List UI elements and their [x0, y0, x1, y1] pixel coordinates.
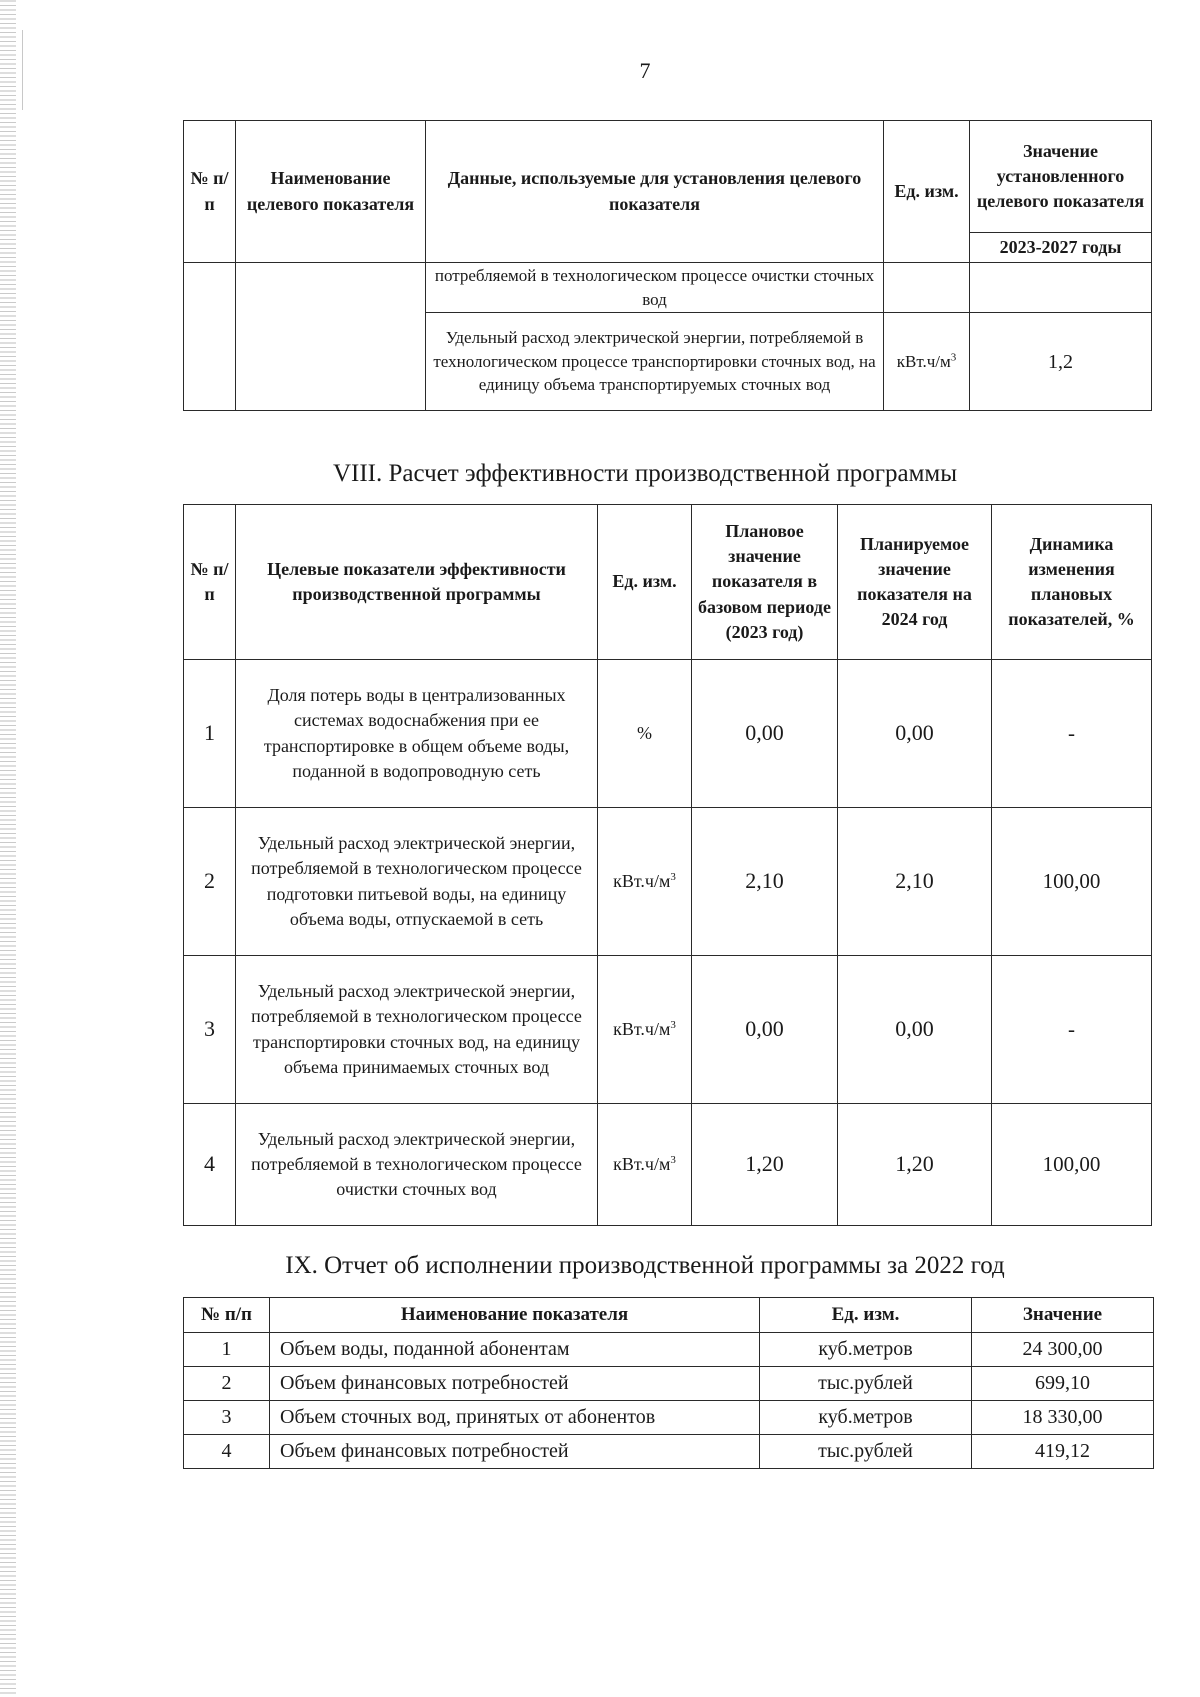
t3-value-cell: 24 300,00 [972, 1333, 1154, 1367]
t3-num-cell: 2 [184, 1367, 270, 1401]
t2-header-planned: Планируемое значение показателя на 2024 год [838, 505, 992, 660]
t1-value-cell: 1,2 [970, 313, 1152, 411]
t3-value-cell: 699,10 [972, 1367, 1154, 1401]
efficiency-table [183, 504, 1152, 1226]
table-row [184, 1435, 1154, 1469]
t2-header-dynamics: Динамика изменения плановых показателей, % [992, 505, 1152, 660]
t3-name-cell: Объем финансовых потребностей [270, 1435, 760, 1469]
unit-text: кВт.ч/м [613, 1153, 671, 1174]
t2-num-cell: 1 [184, 660, 236, 808]
t2-num-cell: 2 [184, 808, 236, 956]
table-row [184, 956, 1152, 1104]
unit-text: кВт.ч/м [613, 1018, 671, 1039]
t2-base-cell: 1,20 [692, 1104, 838, 1226]
t1-num-cell [184, 263, 236, 411]
t3-name-cell: Объем финансовых потребностей [270, 1367, 760, 1401]
t3-header-value: Значение [972, 1298, 1154, 1333]
t2-base-cell: 0,00 [692, 956, 838, 1104]
t2-dynamics-cell: - [992, 660, 1152, 808]
t2-planned-cell: 0,00 [838, 956, 992, 1104]
unit-text: кВт.ч/м [613, 870, 671, 891]
page-number: 7 [639, 58, 651, 83]
unit-text: кВт.ч/м [896, 351, 951, 371]
t1-data-cell: Удельный расход электрической энергии, потребляемой в технологическом процессе транспортировки сточных вод, на единицу объема транспортируемых сточных вод [426, 313, 884, 411]
t2-num-cell: 4 [184, 1104, 236, 1226]
t1-header-value: Значение установленного целевого показателя [970, 121, 1152, 233]
t3-unit-cell: тыс.рублей [760, 1367, 972, 1401]
unit-superscript: 3 [670, 1018, 676, 1031]
execution-report-table [183, 1297, 1154, 1469]
t3-header-unit: Ед. изм. [760, 1298, 972, 1333]
t1-header-num: № п/п [184, 121, 236, 263]
t2-unit-cell [598, 808, 692, 956]
t2-planned-cell: 0,00 [838, 660, 992, 808]
t1-header-period: 2023-2027 годы [970, 233, 1152, 263]
t2-num-cell: 3 [184, 956, 236, 1104]
t2-header-indicator: Целевые показатели эффективности производственной программы [236, 505, 598, 660]
t3-header-num: № п/п [184, 1298, 270, 1333]
t2-header-base: Плановое значение показателя в базовом периоде (2023 год) [692, 505, 838, 660]
t2-indicator-cell: Доля потерь воды в централизованных системах водоснабжения при ее транспортировке в общем объеме воды, поданной в водопроводную сеть [236, 660, 598, 808]
t2-planned-cell: 2,10 [838, 808, 992, 956]
t3-value-cell: 18 330,00 [972, 1401, 1154, 1435]
t1-header-unit: Ед. изм. [884, 121, 970, 263]
t3-num-cell: 1 [184, 1333, 270, 1367]
table-row [184, 808, 1152, 956]
t2-dynamics-cell: - [992, 956, 1152, 1104]
t1-header-data: Данные, используемые для установления целевого показателя [426, 121, 884, 263]
unit-superscript: 3 [950, 350, 957, 363]
t3-unit-cell: куб.метров [760, 1333, 972, 1367]
t2-indicator-cell: Удельный расход электрической энергии, потребляемой в технологическом процессе очистки сточных вод [236, 1104, 598, 1226]
t1-data-cell: потребляемой в технологическом процессе очистки сточных вод [426, 263, 884, 313]
t2-indicator-cell: Удельный расход электрической энергии, потребляемой в технологическом процессе транспортировки сточных вод, на единицу объема принимаемых сточных вод [236, 956, 598, 1104]
t1-value-cell [970, 263, 1152, 313]
t3-unit-cell: куб.метров [760, 1401, 972, 1435]
t2-base-cell: 2,10 [692, 808, 838, 956]
table-row [184, 1367, 1154, 1401]
t3-num-cell: 3 [184, 1401, 270, 1435]
t3-value-cell: 419,12 [972, 1435, 1154, 1469]
t3-name-cell: Объем воды, поданной абонентам [270, 1333, 760, 1367]
t1-name-cell [236, 263, 426, 411]
t2-base-cell: 0,00 [692, 660, 838, 808]
table-row [184, 660, 1152, 808]
t2-indicator-cell: Удельный расход электрической энергии, потребляемой в технологическом процессе подготовки питьевой воды, на единицу объема воды, отпускаемой в сеть [236, 808, 598, 956]
target-indicators-table-continued [183, 120, 1152, 411]
section-9-title: IX. Отчет об исполнении производственной программы за 2022 год [285, 1252, 1005, 1279]
t1-unit-cell [884, 313, 970, 411]
t1-unit-cell [884, 263, 970, 313]
table-row [184, 1401, 1154, 1435]
unit-superscript: 3 [670, 1153, 676, 1166]
t2-header-unit: Ед. изм. [598, 505, 692, 660]
t1-header-name: Наименование целевого показателя [236, 121, 426, 263]
t3-name-cell: Объем сточных вод, принятых от абонентов [270, 1401, 760, 1435]
t2-unit-cell [598, 660, 692, 808]
table-row [184, 1333, 1154, 1367]
t2-unit-cell [598, 956, 692, 1104]
scan-edge-strip [0, 0, 16, 1697]
unit-superscript: 3 [670, 870, 676, 883]
t2-unit-cell [598, 1104, 692, 1226]
table-row [184, 263, 1152, 313]
t2-planned-cell: 1,20 [838, 1104, 992, 1226]
t2-dynamics-cell: 100,00 [992, 1104, 1152, 1226]
t3-num-cell: 4 [184, 1435, 270, 1469]
section-8-title: VIII. Расчет эффективности производственной программы [332, 460, 958, 487]
t2-dynamics-cell: 100,00 [992, 808, 1152, 956]
t3-header-name: Наименование показателя [270, 1298, 760, 1333]
t2-header-num: № п/п [184, 505, 236, 660]
table-row [184, 1104, 1152, 1226]
unit-text: % [637, 722, 652, 743]
t3-unit-cell: тыс.рублей [760, 1435, 972, 1469]
